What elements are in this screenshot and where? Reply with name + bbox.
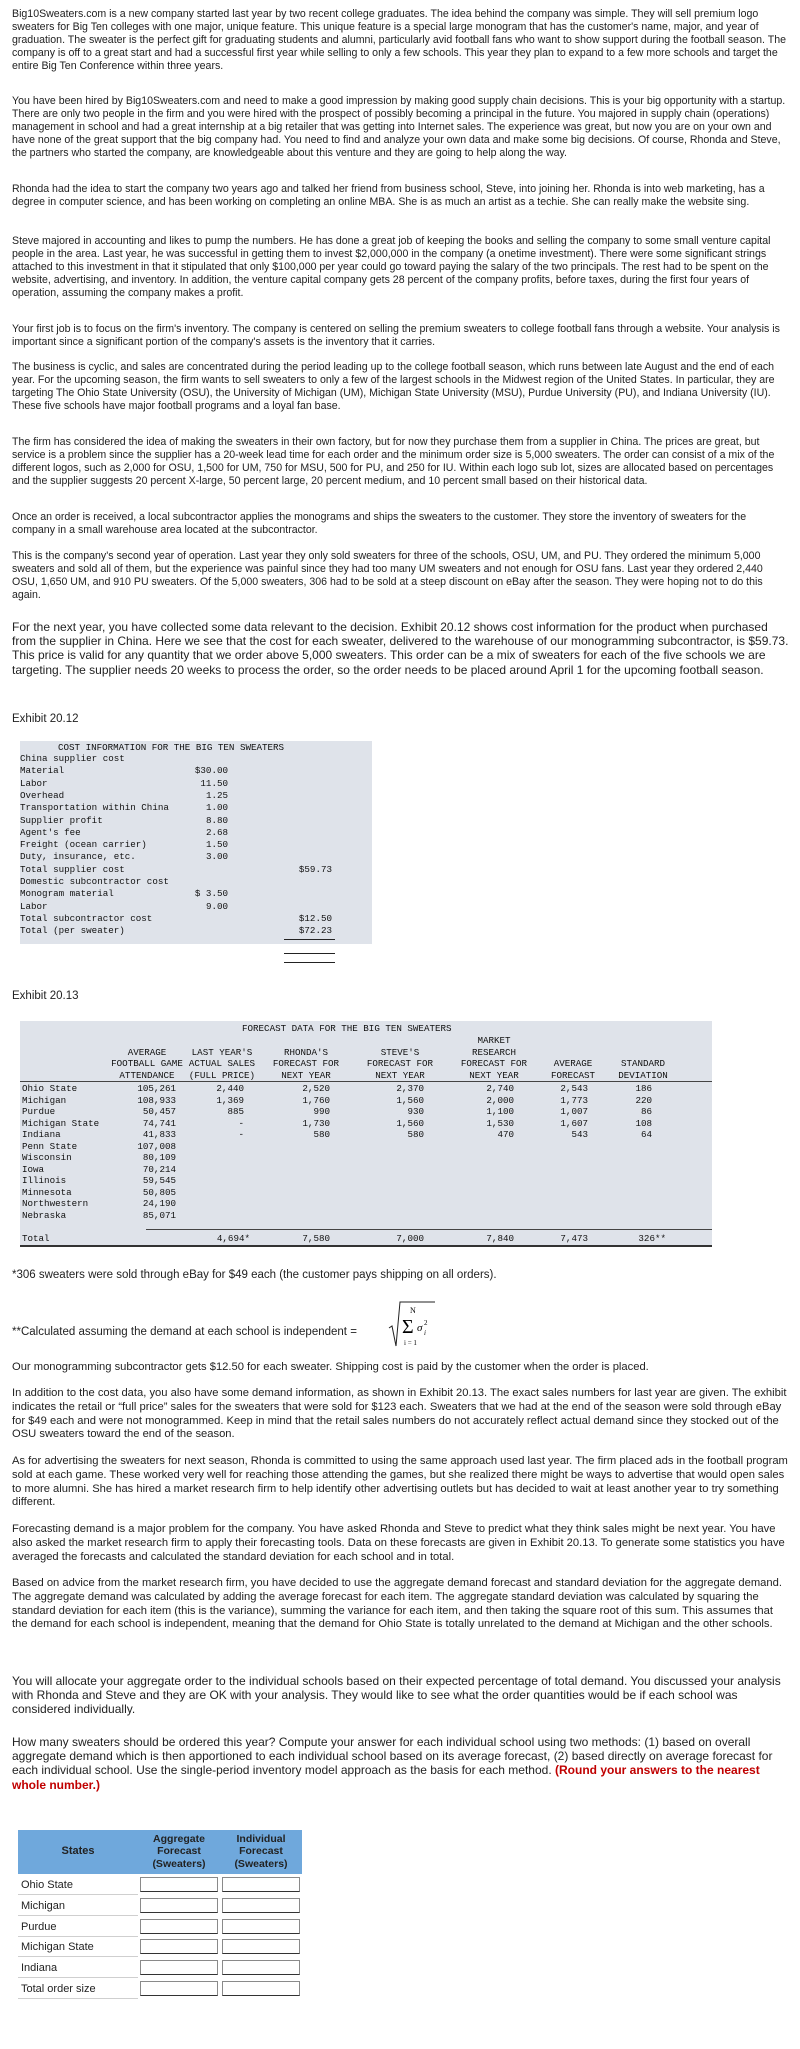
- forecast-header-rule: [20, 1081, 712, 1082]
- intro-paragraph-8: Once an order is received, a local subcontractor applies the monograms and ships the sweaters to the customer. They store the inventory of sweaters for the company in a small warehouse area located at the subcontractor.: [12, 511, 747, 537]
- cost-row-total: $72.23: [298, 925, 332, 937]
- header-attendance: FOOTBALL GAME: [111, 1058, 183, 1069]
- forecast-cell-att: 74,741: [142, 1117, 176, 1129]
- header-market-forecast: NEXT YEAR: [469, 1069, 519, 1081]
- aggregate-forecast-input[interactable]: [140, 1898, 218, 1913]
- answer-row-label: Indiana: [21, 1962, 58, 1975]
- total-cell-sd: 326**: [638, 1233, 666, 1244]
- school-name: Penn State: [22, 1140, 78, 1152]
- intro-paragraph-7: The firm has considered the idea of making the sweaters in their own factory, but for now they purchase them from a supplier in China. The prices are great, but service is a problem since the supplier has a 20-week lead time for each order and the minimum order size is 5,000 sweaters. The order can consist of a mix of the different logos, such as 2,000 for OSU, 1,500 for UM, 750 for MSU, 500 for PU, and 250 for IU. Within each logo sub lot, sizes are allocated based on percentages and the supplier suggests 20 percent X-large, 50 percent large, 20 percent medium, and 10 percent small based on their historical data.: [12, 436, 775, 488]
- cost-row-label: Monogram material: [20, 888, 114, 900]
- forecast-cell-sd: 220: [635, 1094, 652, 1106]
- rounding-instruction: (Round your answers to the nearest whole number.): [12, 1763, 760, 1792]
- answer-row-label: Michigan State: [21, 1941, 94, 1954]
- forecast-cell-avg: 1,607: [560, 1117, 588, 1129]
- header-average-forecast: AVERAGE: [553, 1058, 593, 1069]
- footnote-ebay: *306 sweaters were sold through eBay for $49 each (the customer pays shipping on all orders).: [12, 1269, 497, 1281]
- individual-forecast-input[interactable]: [222, 1960, 300, 1975]
- body-paragraph-6: You will allocate your aggregate order to the individual schools based on their expected percentage of total demand. You discussed your analysis with Rhonda and Steve and they are OK with your analysis. They would like to see what the order quantities would be if each school was considered individually.: [12, 1674, 781, 1717]
- forecast-cell-att: 85,071: [142, 1209, 176, 1221]
- intro-paragraph-5: Your first job is to focus on the firm's inventory. The company is centered on selling the premium sweaters to college football fans through a website. Your analysis is important since a significant portion of the company's assets is the inventory that it carries.: [12, 323, 780, 349]
- header-attendance: ATTENDANCE: [119, 1069, 175, 1081]
- forecast-cell-st: 580: [407, 1129, 424, 1140]
- forecast-cell-avg: 543: [571, 1129, 588, 1140]
- cost-row-label: Freight (ocean carrier): [20, 839, 147, 851]
- answer-row-label: Purdue: [21, 1920, 57, 1933]
- svg-text:Σ: Σ: [402, 1316, 414, 1338]
- forecast-cell-st: 1,560: [396, 1094, 424, 1106]
- forecast-cell-att: 107,008: [137, 1140, 176, 1152]
- forecast-cell-mk: 1,100: [486, 1106, 514, 1117]
- school-name: Minnesota: [22, 1186, 72, 1198]
- cost-rule-subtotal: [284, 939, 335, 940]
- cost-row-value: 1.00: [205, 802, 228, 814]
- forecast-cell-st: 2,370: [396, 1083, 424, 1094]
- question-text: How many sweaters should be ordered this year? Compute your answer for each individual school using two methods: (1) based on overall aggregate demand which is then apportioned to each individual school based on its average forecast, (2) based directly on average forecast for each individual school. Use the single-period inventory model approach as the basis for each method.: [12, 1735, 773, 1778]
- forecast-cell-last: 885: [227, 1106, 244, 1117]
- school-name: Michigan State: [22, 1117, 100, 1129]
- cost-row-label: Total (per sweater): [20, 925, 125, 937]
- school-name: Iowa: [22, 1163, 45, 1175]
- header-steve-forecast: NEXT YEAR: [375, 1069, 425, 1081]
- svg-text:2: 2: [424, 1319, 428, 1327]
- header-rhonda-forecast: RHONDA'S: [283, 1046, 329, 1058]
- forecast-cell-avg: 1,007: [560, 1106, 588, 1117]
- individual-forecast-input[interactable]: [222, 1981, 300, 1996]
- intro-paragraph-4: Steve majored in accounting and likes to pump the numbers. He has done a great job of keeping the books and selling the company to some small venture capital people in the area. Last year, he was successful in getting them to invest $2,000,000 in the company (a onetime investment). There were some significant strings attached to this investment in that it stipulated that only $100,000 per year could go toward paying the salary of the two principals. The rest had to be spent on the website, advertising, and inventory. In addition, the venture capital company gets 28 percent of the company profits, before taxes, during the first four years of operation, assuming the company makes a profit.: [12, 235, 771, 300]
- cost-row-label: Labor: [20, 777, 48, 789]
- individual-forecast-input[interactable]: [222, 1939, 300, 1954]
- cost-row-label: Transportation within China: [20, 802, 169, 814]
- forecast-cell-rh: 990: [313, 1106, 330, 1117]
- school-name: Michigan: [22, 1094, 67, 1106]
- forecast-table-title: FORECAST DATA FOR THE BIG TEN SWEATERS: [242, 1023, 452, 1034]
- school-name: Nebraska: [22, 1209, 67, 1221]
- aggregate-forecast-input[interactable]: [140, 1877, 218, 1892]
- total-cell-avg: 7,473: [560, 1233, 588, 1244]
- cost-row-value: 11.50: [200, 777, 228, 789]
- forecast-cell-mk: 470: [497, 1129, 514, 1140]
- header-market-forecast: RESEARCH: [471, 1046, 517, 1058]
- intro-paragraph-9: This is the company's second year of operation. Last year they only sold sweaters for three of the schools, OSU, UM, and PU. They ordered the minimum 5,000 sweaters and sold all of them, but the experience was painful since they had too many UM sweaters and not enough for OSU fans. Last year they ordered 2,440 OSU, 1,650 UM, and 910 PU sweaters. Of the 5,000 sweaters, 306 had to be sold at a steep discount on eBay after the season. They were hoping not to do this again.: [12, 550, 763, 602]
- cost-table-title: COST INFORMATION FOR THE BIG TEN SWEATERS: [58, 742, 285, 753]
- aggregate-forecast-input[interactable]: [140, 1960, 218, 1975]
- intro-paragraph-1: Big10Sweaters.com is a new company started last year by two recent college graduates. The idea behind the company was simple. They will sell premium logo sweaters for Big Ten colleges with one major, unique feature. This unique feature is a special large monogram that has the customer's name, major, and year of graduation. The sweater is the perfect gift for graduating students and alumni, particularly avid football fans who want to show support during the football season. The company is off to a great start and had a successful first year while selling to only a few schools. This year they plan to expand to a few more schools and target the entire Big Ten Conference within three years.: [12, 8, 787, 73]
- total-label: Total: [22, 1233, 50, 1244]
- cost-row-label: China supplier cost: [20, 753, 125, 764]
- formula-upper-limit: N: [410, 1306, 416, 1315]
- cost-row-label: Total supplier cost: [20, 863, 125, 875]
- header-last-year-sales: ACTUAL SALES: [188, 1058, 256, 1069]
- cost-rule-total: [284, 953, 335, 954]
- forecast-cell-last: 2,440: [216, 1083, 244, 1094]
- forecast-cell-sd: 108: [635, 1117, 652, 1129]
- forecast-cell-rh: 1,730: [302, 1117, 330, 1129]
- header-individual-forecast: Individual Forecast (Sweaters): [234, 1833, 288, 1870]
- body-paragraph-5: Based on advice from the market research firm, you have decided to use the aggregate demand forecast and standard deviation for the aggregate demand. The aggregate demand was calculated by adding the average forecast for each item. The aggregate standard deviation was calculated by squaring the standard deviation for each item (this is the variance), summing the variance for each item, and then taking the square root of this sum. This assumes that the demand for each school is independent, meaning that the demand for Ohio State is totally unrelated to the demand at Michigan and the other schools.: [12, 1577, 782, 1631]
- cost-row-value: 1.50: [205, 839, 228, 851]
- header-standard-deviation: DEVIATION: [618, 1069, 668, 1081]
- exhibit-2012-caption: Exhibit 20.12: [12, 713, 79, 725]
- cost-row-label: Total subcontractor cost: [20, 912, 153, 924]
- answer-row-label: Ohio State: [21, 1879, 73, 1891]
- forecast-data-table: [20, 1021, 712, 1247]
- cost-row-label: Labor: [20, 900, 48, 912]
- cost-row-label: Material: [20, 765, 65, 777]
- answer-row-label: Michigan: [21, 1899, 66, 1912]
- forecast-cell-last: 1,369: [216, 1094, 244, 1106]
- aggregate-forecast-input[interactable]: [140, 1939, 218, 1954]
- school-name: Ohio State: [22, 1083, 78, 1094]
- forecast-cell-st: 930: [407, 1106, 424, 1117]
- forecast-cell-avg: 2,543: [560, 1083, 588, 1094]
- cost-row-total: $12.50: [298, 912, 332, 924]
- forecast-bottom-rule: [20, 1245, 712, 1247]
- header-standard-deviation: STANDARD: [620, 1058, 666, 1069]
- cost-row-value: $ 3.50: [194, 888, 228, 900]
- school-name: Northwestern: [22, 1198, 89, 1209]
- forecast-cell-rh: 2,520: [302, 1083, 330, 1094]
- forecast-cell-sd: 186: [635, 1083, 652, 1094]
- forecast-cell-sd: 86: [640, 1106, 652, 1117]
- school-name: Wisconsin: [22, 1152, 72, 1163]
- header-steve-forecast: FORECAST FOR: [366, 1058, 434, 1069]
- cost-row-total: $59.73: [298, 863, 332, 875]
- cost-row-label: Supplier profit: [20, 814, 103, 826]
- cost-row-value: 1.25: [205, 789, 228, 801]
- forecast-cell-att: 80,109: [142, 1152, 176, 1163]
- forecast-cell-avg: 1,773: [560, 1094, 588, 1106]
- individual-forecast-input[interactable]: [222, 1898, 300, 1913]
- cost-row-value: 3.00: [205, 851, 228, 863]
- body-paragraph-1: Our monogramming subcontractor gets $12.50 for each sweater. Shipping cost is paid by the customer when the order is placed.: [12, 1361, 649, 1373]
- header-rhonda-forecast: FORECAST FOR: [272, 1058, 340, 1069]
- forecast-cell-last: -: [238, 1129, 244, 1140]
- footnote-std-dev: **Calculated assuming the demand at each school is independent =: [12, 1326, 357, 1338]
- cost-row-value: $30.00: [194, 765, 228, 777]
- forecast-cell-mk: 2,740: [486, 1083, 514, 1094]
- forecast-total-rule: [146, 1229, 712, 1230]
- header-average-forecast: FORECAST: [550, 1069, 596, 1081]
- individual-forecast-input[interactable]: [222, 1919, 300, 1934]
- header-states: States: [61, 1845, 95, 1857]
- intro-paragraph-6: The business is cyclic, and sales are concentrated during the period leading up to the college football season, which runs between late August and the end of each year. For the upcoming season, the firm wants to sell sweaters to only a few of the largest schools in the Midwest region of the United States. In particular, they are targeting The Ohio State University (OSU), the University of Michigan (UM), Michigan State University (MSU), Purdue University (PU), and Indiana University (IU). These five schools have major football programs and a loyal fan base.: [12, 361, 775, 413]
- header-last-year-sales: (FULL PRICE): [188, 1069, 256, 1081]
- forecast-cell-att: 70,214: [142, 1163, 176, 1175]
- cost-information-table: [20, 741, 372, 963]
- answer-row-label: Total order size: [21, 1983, 96, 1995]
- svg-text:i: i: [424, 1329, 426, 1337]
- forecast-cell-att: 59,545: [142, 1175, 176, 1186]
- cost-row-label: Duty, insurance, etc.: [20, 851, 136, 863]
- forecast-cell-rh: 580: [313, 1129, 330, 1140]
- forecast-cell-rh: 1,760: [302, 1094, 330, 1106]
- forecast-cell-att: 108,933: [137, 1094, 176, 1106]
- total-cell-st: 7,000: [396, 1233, 424, 1244]
- header-market-forecast: FORECAST FOR: [460, 1058, 528, 1069]
- svg-text:σ: σ: [417, 1322, 423, 1334]
- body-paragraph-4: Forecasting demand is a major problem for the company. You have asked Rhonda and Steve to predict what they think sales might be next year. You have also asked the market research firm to apply their forecasting tools. Data on these forecasts are given in Exhibit 20.13. To generate some statistics you have averaged the forecasts and calculated the standard deviation for each school and in total.: [12, 1523, 785, 1563]
- forecast-cell-att: 41,833: [142, 1129, 176, 1140]
- intro-paragraph-10: For the next year, you have collected some data relevant to the decision. Exhibit 20.12 shows cost information for the product when purchased from the supplier in China. Here we see that the cost for each sweater, delivered to the warehouse of our monogramming subcontractor, is $59.73. This price is valid for any quantity that we order above 5,000 sweaters. This order can be a mix of sweaters for each of the five schools we are targeting. The supplier needs 20 weeks to process the order, so the order needs to be placed around April 1 for the upcoming football season.: [12, 620, 789, 677]
- cost-row-value: 8.80: [205, 814, 228, 826]
- school-name: Illinois: [22, 1175, 67, 1186]
- formula-lower-limit: i = 1: [404, 1339, 417, 1347]
- cost-row-label: Agent's fee: [20, 826, 81, 838]
- cost-row-value: 2.68: [205, 826, 228, 838]
- individual-forecast-input[interactable]: [222, 1877, 300, 1892]
- forecast-cell-mk: 2,000: [486, 1094, 514, 1106]
- forecast-cell-att: 50,805: [142, 1186, 176, 1198]
- cost-row-label: Overhead: [20, 789, 65, 801]
- exhibit-2013-caption: Exhibit 20.13: [12, 990, 79, 1002]
- forecast-cell-last: -: [238, 1117, 244, 1129]
- header-market-forecast: MARKET: [477, 1035, 511, 1046]
- total-cell-last: 4,694*: [216, 1233, 250, 1244]
- cost-row-value: 9.00: [205, 900, 228, 912]
- header-steve-forecast: STEVE'S: [380, 1046, 420, 1058]
- forecast-cell-att: 24,190: [142, 1198, 176, 1209]
- forecast-cell-st: 1,560: [396, 1117, 424, 1129]
- body-paragraph-2: In addition to the cost data, you also have some demand information, as shown in Exhibit 20.13. The exact sales numbers for last year are given. The exhibit indicates the retail or “full price” sales for the sweaters that were sold for $123 each. Sweaters that we had at the end of the season were sold through eBay for $49 each and were not monogrammed. Keep in mind that the retail sales numbers do not accurately reflect actual demand since they stocked out of the OSU sweaters toward the end of the season.: [12, 1387, 787, 1441]
- school-name: Purdue: [22, 1106, 56, 1117]
- total-cell-rh: 7,580: [302, 1233, 330, 1244]
- cost-row-label: Domestic subcontractor cost: [20, 876, 169, 887]
- aggregate-forecast-input[interactable]: [140, 1981, 218, 1996]
- forecast-cell-mk: 1,530: [486, 1117, 514, 1129]
- header-attendance: AVERAGE: [127, 1046, 167, 1058]
- answer-table: [18, 1830, 302, 2008]
- header-rhonda-forecast: NEXT YEAR: [281, 1069, 331, 1081]
- sum-variance-formula: [388, 1298, 436, 1350]
- forecast-cell-sd: 64: [640, 1129, 652, 1140]
- intro-paragraph-2: You have been hired by Big10Sweaters.com and need to make a good impression by making good supply chain decisions. This is your big opportunity with a startup. There are only two people in the firm and you were hired with the prospect of possibly becoming a principal in the future. You majored in supply chain (operations) management in school and had a great internship at a big retailer that was getting into Internet sales. The experience was great, but now you are on your own and have none of the great support that the big company had. You need to find and analyze your own data and make some big decisions. Of course, Rhonda and Steve, the partners who started the company, are knowledgeable about this venture and they are going to help along the way.: [12, 95, 786, 160]
- forecast-cell-att: 105,261: [137, 1083, 176, 1094]
- header-aggregate-forecast: Aggregate Forecast (Sweaters): [152, 1833, 206, 1870]
- intro-paragraph-3: Rhonda had the idea to start the company two years ago and talked her friend from business school, Steve, into joining her. Rhonda is into web marketing, has a degree in computer science, and has been working on completing an online MBA. She is as much an artist as a techie. She can really make the website sing.: [12, 183, 765, 209]
- forecast-cell-att: 50,457: [142, 1106, 176, 1117]
- total-cell-mk: 7,840: [486, 1233, 514, 1244]
- body-paragraph-3: As for advertising the sweaters for next season, Rhonda is committed to using the same approach used last year. The firm placed ads in the football program sold at each game. These worked very well for reaching those attending the games, but she realized there might be ways to advertise that would open sales to more alumni. She has hired a market research firm to help identify other advertising outlets but has decided to wait at least another year to try something different.: [12, 1455, 788, 1509]
- cost-rule-double: [284, 962, 335, 963]
- aggregate-forecast-input[interactable]: [140, 1919, 218, 1934]
- question-paragraph: [12, 1735, 790, 1792]
- school-name: Indiana: [22, 1129, 61, 1140]
- header-last-year-sales: LAST YEAR'S: [191, 1046, 253, 1058]
